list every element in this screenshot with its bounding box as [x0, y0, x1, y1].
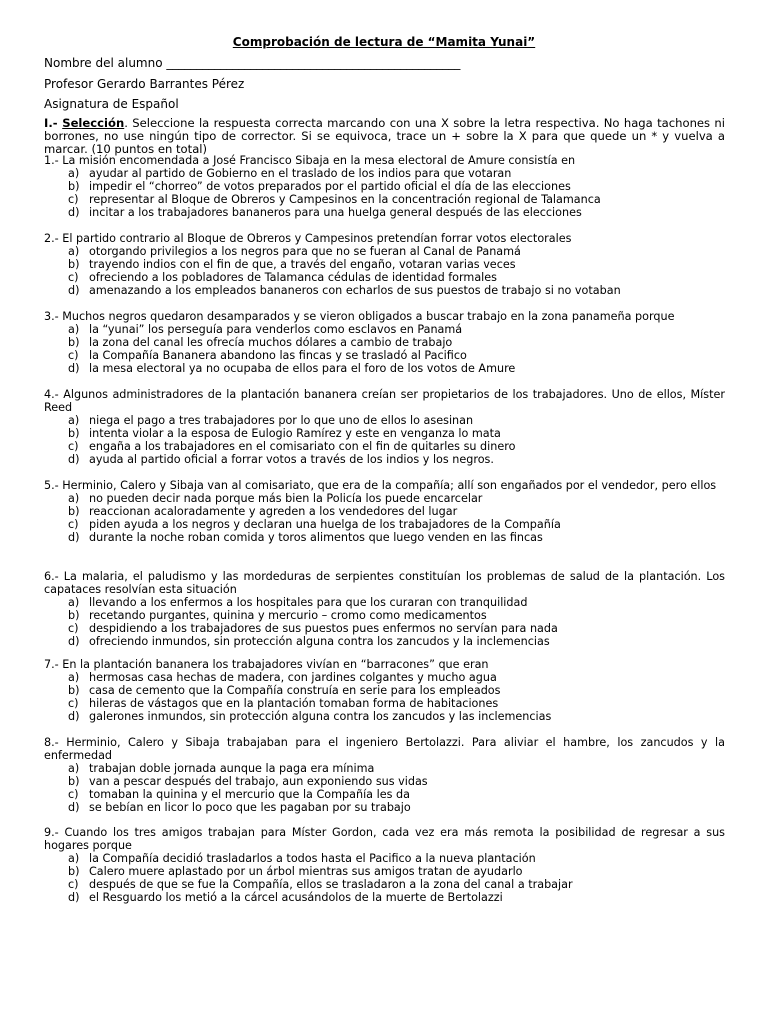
answer-option: [44, 363, 725, 376]
question-3: [44, 311, 725, 376]
question-stem: 9.- Cuando los tres amigos trabajan para Míster Gordon, cada vez era más remota la posibilidad de regresar a sus hogares porque: [44, 826, 725, 852]
student-name-line: Nombre del alumno _________________________________________________: [44, 56, 461, 70]
option-text: representar al Bloque de Obreros y Campesinos en la concentración regional de Talamanca: [89, 192, 601, 206]
option-letter: d): [68, 709, 80, 723]
option-letter: c): [68, 621, 79, 635]
instructions-text: . Seleccione la respuesta correcta marcando con una X sobre la letra respectiva. No haga tachones ni borrones, no use ningún tipo de corrector. Si se equivoca, trace un + sobre la X para que quede un * y vuelva a marcar. (10 puntos en total): [44, 116, 725, 156]
option-letter: c): [68, 439, 79, 453]
option-letter: b): [68, 335, 80, 349]
option-letter: a): [68, 595, 80, 609]
option-text: hermosas casa hechas de madera, con jardines colgantes y mucho agua: [89, 670, 497, 684]
option-letter: c): [68, 192, 79, 206]
option-letter: a): [68, 322, 80, 336]
option-letter: d): [68, 530, 80, 544]
option-text: trayendo indios con el fin de que, a través del engaño, votaran varias veces: [89, 257, 516, 271]
option-text: ayudar al partido de Gobierno en el traslado de los indios para que votaran: [89, 166, 512, 180]
option-letter: a): [68, 491, 80, 505]
answer-option: [44, 207, 725, 220]
question-2: [44, 233, 725, 298]
option-letter: b): [68, 774, 80, 788]
option-text: recetando purgantes, quinina y mercurio – cromo como medicamentos: [89, 608, 487, 622]
option-letter: c): [68, 517, 79, 531]
question-8: [44, 737, 725, 814]
option-text: ofreciendo inmundos, sin protección alguna contra los zancudos y la inclemencias: [89, 634, 550, 648]
option-text: ayuda al partido oficial a forrar votos a través de los indios y los negros.: [89, 452, 494, 466]
question-4: [44, 389, 725, 466]
option-letter: c): [68, 787, 79, 801]
answer-option: [44, 802, 725, 815]
section-number: I.-: [44, 116, 63, 130]
option-text: Calero muere aplastado por un árbol mientras sus amigos tratan de ayudarlo: [89, 864, 523, 878]
option-letter: d): [68, 205, 80, 219]
question-9: [44, 827, 725, 904]
question-stem: 5.- Herminio, Calero y Sibaja van al comisariato, que era de la compañía; allí son engañados por el vendedor, pero ellos: [44, 479, 717, 492]
option-text: intenta violar a la esposa de Eulogio Ramírez y este en venganza lo mata: [89, 426, 501, 440]
option-letter: b): [68, 504, 80, 518]
option-letter: a): [68, 670, 80, 684]
answer-option: [44, 532, 725, 545]
question-1: [44, 155, 725, 220]
option-letter: d): [68, 800, 80, 814]
option-text: trabajan doble jornada aunque la paga era mínima: [89, 761, 375, 775]
option-text: otorgando privilegios a los negros para que no se fueran al Canal de Panamá: [89, 244, 521, 258]
option-text: la “yunai” los perseguía para venderlos como esclavos en Panamá: [89, 322, 463, 336]
option-text: van a pescar después del trabajo, aun exponiendo sus vidas: [89, 774, 428, 788]
option-letter: c): [68, 877, 79, 891]
option-text: durante la noche roban comida y toros alimentos que luego venden en las fincas: [89, 530, 543, 544]
option-text: no pueden decir nada porque más bien la Policía los puede encarcelar: [89, 491, 483, 505]
option-text: piden ayuda a los negros y declaran una huelga de los trabajadores de la Compañía: [89, 517, 561, 531]
question-7: [44, 659, 725, 724]
answer-option: [44, 636, 725, 649]
option-letter: b): [68, 426, 80, 440]
option-text: casa de cemento que la Compañía construía en serie para los empleados: [89, 683, 501, 697]
option-text: la zona del canal les ofrecía muchos dólares a cambio de trabajo: [89, 335, 453, 349]
question-5: [44, 480, 725, 545]
option-text: ofreciendo a los pobladores de Talamanca cédulas de identidad formales: [89, 270, 497, 284]
option-letter: d): [68, 634, 80, 648]
question-stem: 4.- Algunos administradores de la plantación bananera creían ser propietarios de los trabajadores. Uno de ellos, Míster Reed: [44, 388, 725, 414]
option-letter: a): [68, 166, 80, 180]
option-text: el Resguardo los metió a la cárcel acusándolos de la muerte de Bertolazzi: [89, 890, 503, 904]
question-stem: 2.- El partido contrario al Bloque de Obreros y Campesinos pretendían forrar votos electorales: [44, 232, 572, 245]
option-text: amenazando a los empleados bananeros con echarlos de sus puestos de trabajo si no votaban: [89, 283, 621, 297]
instructions: [44, 117, 725, 156]
option-letter: d): [68, 283, 80, 297]
option-text: la Compañía decidió trasladarlos a todos hasta el Pacifico a la nueva plantación: [89, 851, 536, 865]
teacher-name: Profesor Gerardo Barrantes Pérez: [44, 77, 245, 91]
option-text: reaccionan acaloradamente y agreden a los vendedores del lugar: [89, 504, 458, 518]
option-letter: b): [68, 683, 80, 697]
document-title: Comprobación de lectura de “Mamita Yunai”: [232, 35, 536, 49]
option-text: niega el pago a tres trabajadores por lo que uno de ellos lo asesinan: [89, 413, 474, 427]
option-letter: c): [68, 270, 79, 284]
option-text: engaña a los trabajadores en el comisariato con el fin de quitarles su dinero: [89, 439, 516, 453]
option-letter: d): [68, 452, 80, 466]
subject-name: Asignatura de Español: [44, 97, 179, 111]
option-letter: a): [68, 244, 80, 258]
option-text: después de que se fue la Compañía, ellos se trasladaron a la zona del canal a trabajar: [89, 877, 573, 891]
question-stem: 7.- En la plantación bananera los trabajadores vivían en “barracones” que eran: [44, 658, 489, 671]
question-stem: 1.- La misión encomendada a José Francisco Sibaja en la mesa electoral de Amure consistía en: [44, 154, 576, 167]
option-letter: a): [68, 761, 80, 775]
option-letter: c): [68, 696, 79, 710]
option-letter: b): [68, 179, 80, 193]
option-letter: a): [68, 413, 80, 427]
answer-option: [44, 454, 725, 467]
answer-option: [44, 892, 725, 905]
option-letter: b): [68, 257, 80, 271]
answer-option: [44, 285, 725, 298]
section-label: Selección: [62, 116, 125, 130]
option-letter: c): [68, 348, 79, 362]
question-6: [44, 571, 725, 648]
option-text: tomaban la quinina y el mercurio que la Compañía les da: [89, 787, 410, 801]
option-text: impedir el “chorreo” de votos preparados por el partido oficial el día de las elecciones: [89, 179, 571, 193]
option-letter: a): [68, 851, 80, 865]
option-letter: b): [68, 608, 80, 622]
option-text: despidiendo a los trabajadores de sus puestos pues enfermos no servían para nada: [89, 621, 558, 635]
option-letter: d): [68, 890, 80, 904]
option-text: galerones inmundos, sin protección alguna contra los zancudos y las inclemencias: [89, 709, 552, 723]
option-text: incitar a los trabajadores bananeros para una huelga general después de las elecciones: [89, 205, 582, 219]
option-text: hileras de vástagos que en la plantación tomaban forma de habitaciones: [89, 696, 499, 710]
option-text: la mesa electoral ya no ocupaba de ellos para el foro de los votos de Amure: [89, 361, 516, 375]
question-stem: 3.- Muchos negros quedaron desamparados y se vieron obligados a buscar trabajo en la zona panameña porque: [44, 310, 675, 323]
question-stem: 6.- La malaria, el paludismo y las mordeduras de serpientes constituían los problemas de salud de la plantación. Los capataces resolvían esta situación: [44, 570, 725, 596]
option-text: llevando a los enfermos a los hospitales para que los curaran con tranquilidad: [89, 595, 528, 609]
answer-option: [44, 711, 725, 724]
option-text: la Compañía Bananera abandono las fincas y se trasladó al Pacifico: [89, 348, 467, 362]
question-stem: 8.- Herminio, Calero y Sibaja trabajaban para el ingeniero Bertolazzi. Para aliviar el hambre, los zancudos y la enfermedad: [44, 736, 725, 762]
option-letter: d): [68, 361, 80, 375]
option-letter: b): [68, 864, 80, 878]
option-text: se bebían en licor lo poco que les pagaban por su trabajo: [89, 800, 411, 814]
